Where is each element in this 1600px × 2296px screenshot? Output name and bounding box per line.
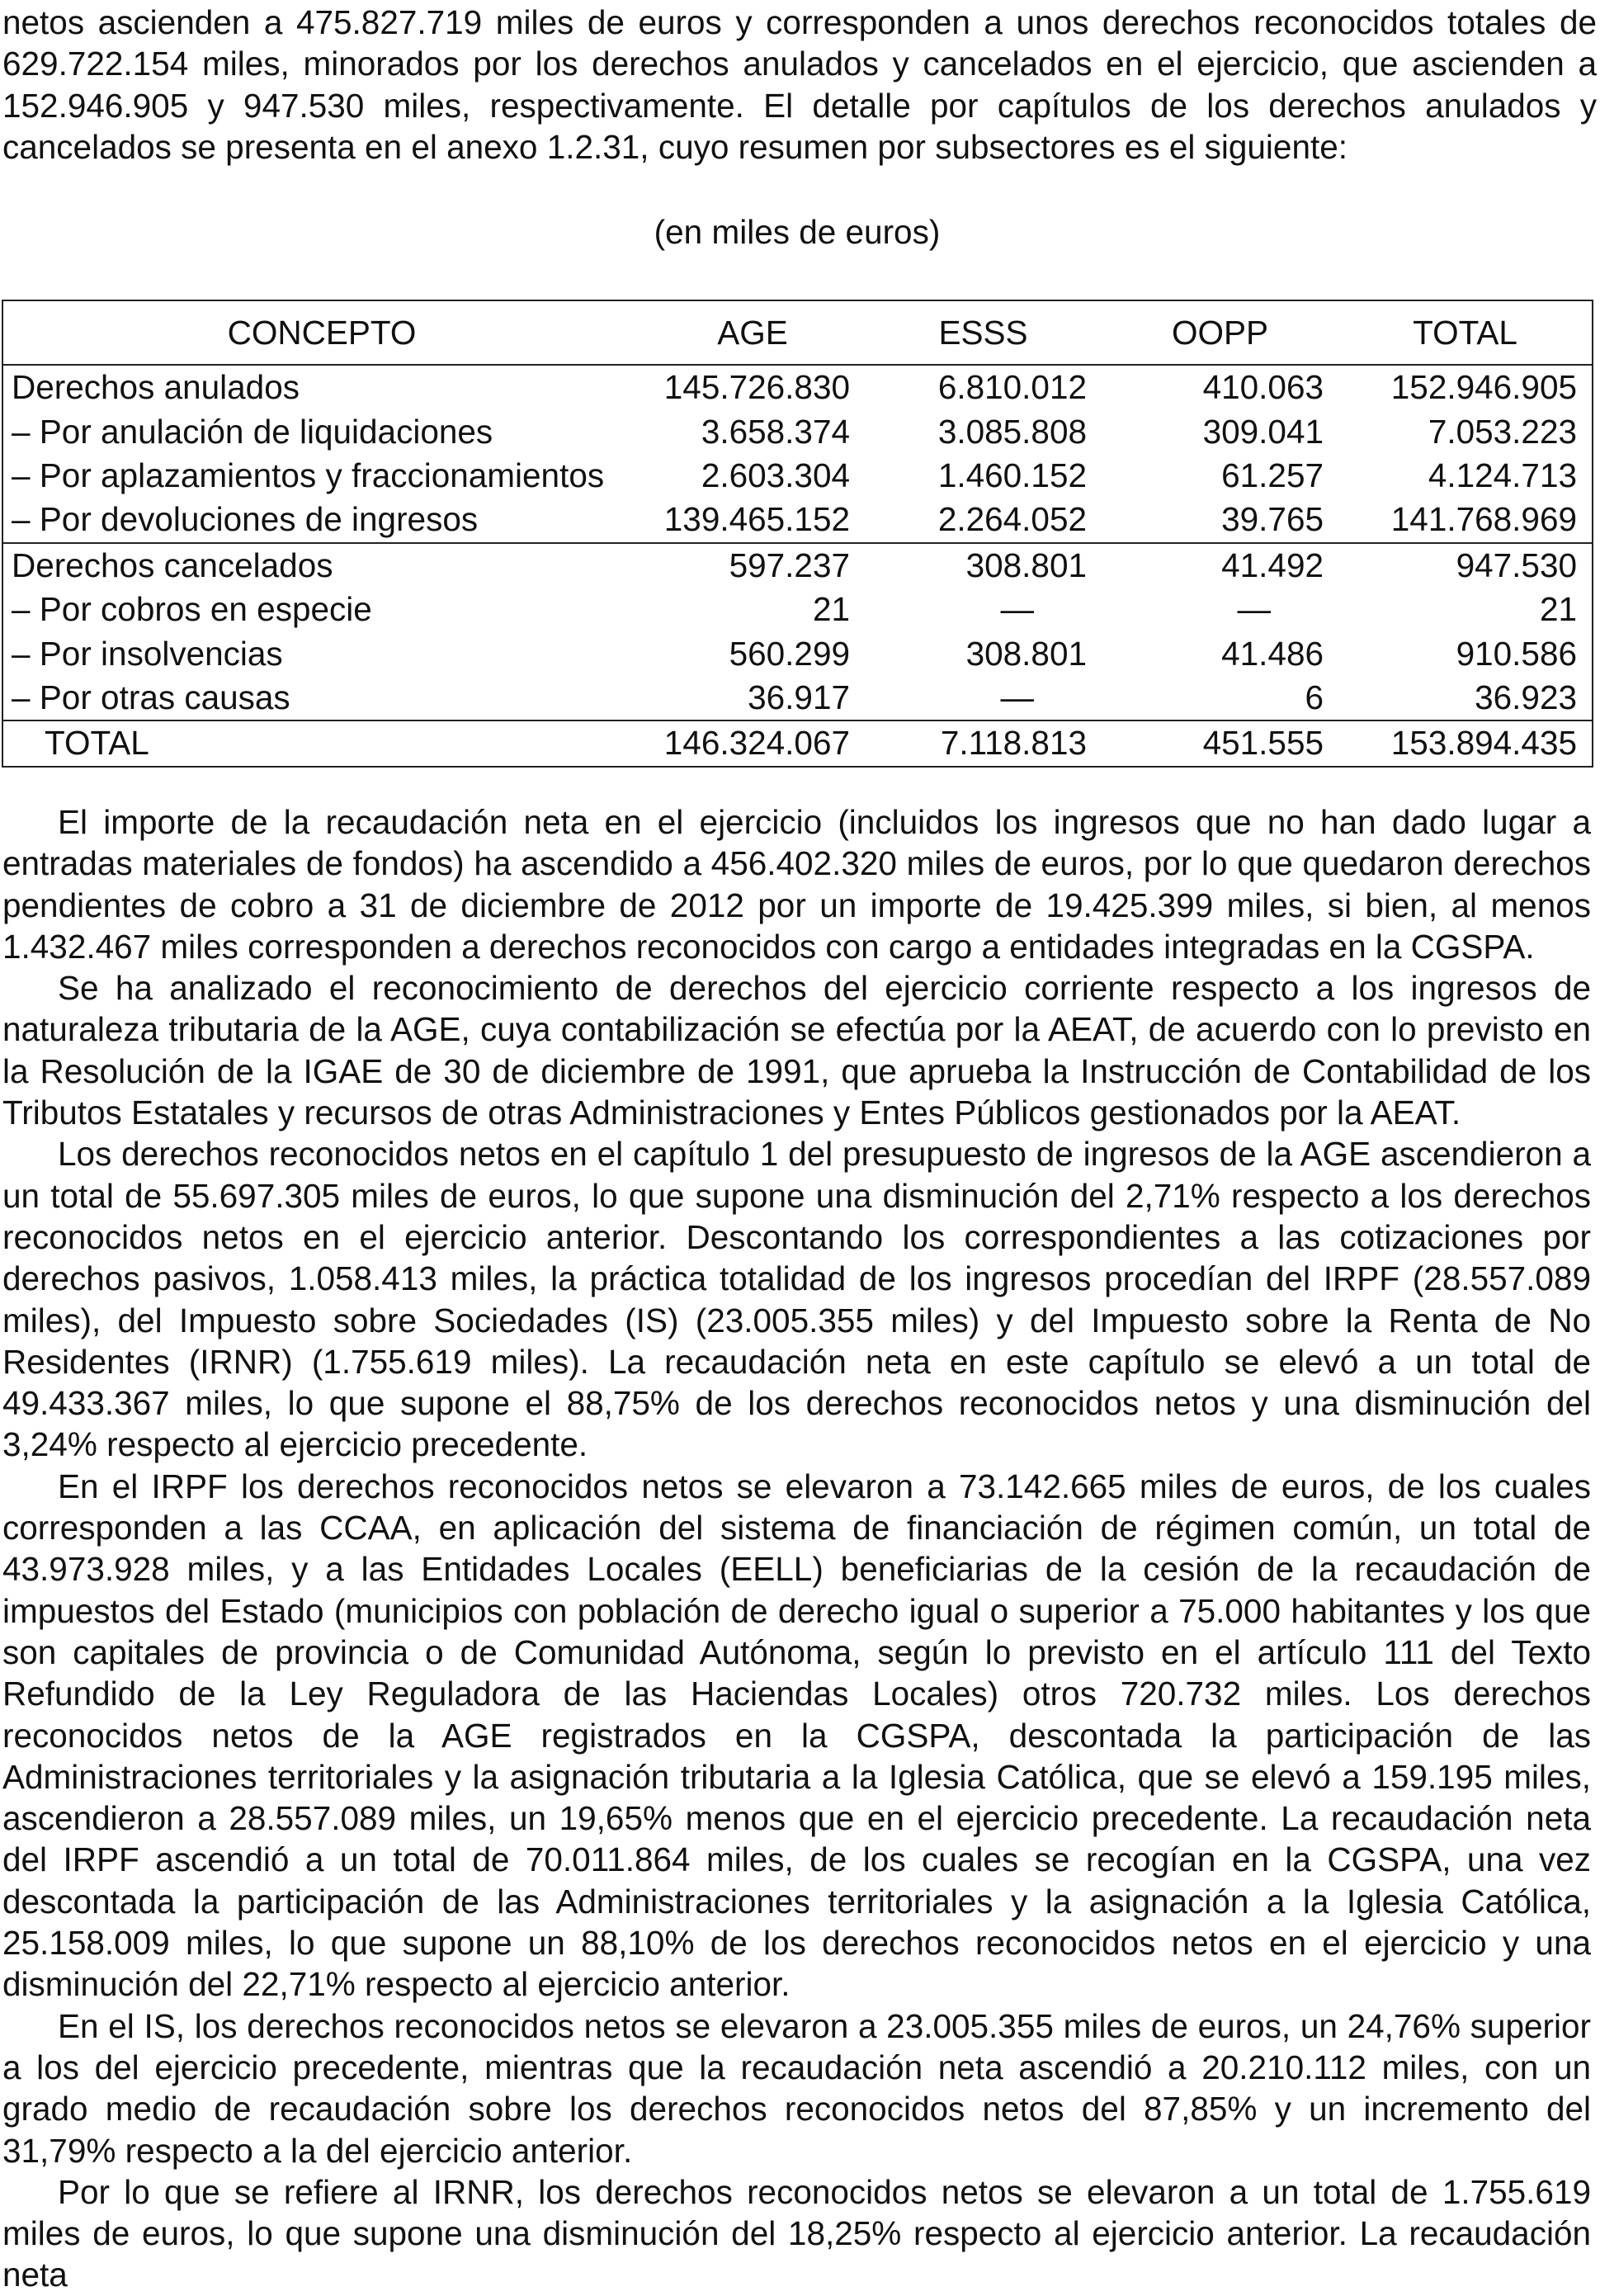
cell-age: 597.237 (640, 543, 865, 588)
cell-oopp: 61.257 (1221, 456, 1324, 494)
table-row (2, 409, 1593, 453)
cell-oopp: 309.041 (1202, 412, 1324, 451)
table-units-caption: (en miles de euros) (654, 213, 941, 251)
row-label: – Por devoluciones de ingresos (12, 500, 479, 539)
cell-total: 152.946.905 (1338, 365, 1593, 409)
cell-esss: 6.810.012 (865, 365, 1102, 409)
body-text (0, 801, 1594, 2296)
paragraph-capitulo-1: Los derechos reconocidos netos en el capítulo 1 del presupuesto de ingresos de la AGE ascendieron a un total de 55.697.305 miles de euros, lo que supone una disminución del 2,71% respecto a los derechos reconocidos netos en el ejercicio anterior. Descontando los correspondientes a las cotizaciones por derechos pasivos, 1.058.413 miles, la práctica totalidad de los ingresos procedían del IRPF (28.557.089 miles), del Impuesto sobre Sociedades (IS) (23.005.355 miles) y del Impuesto sobre la Renta de No Residentes (IRNR) (1.755.619 miles). La recaudación neta en este capítulo se elevó a un total de 49.433.367 miles, lo que supone el 88,75% de los derechos reconocidos netos y una disminución del 3,24% respecto al ejercicio precedente. (2, 1135, 1591, 1464)
cell-esss: 7.118.813 (865, 720, 1102, 766)
cell-oopp: 41.486 (1221, 634, 1324, 673)
cell-esss: 3.085.808 (937, 412, 1087, 451)
paragraph-recaudacion-neta: El importe de la recaudación neta en el ejercicio (incluidos los ingresos que no han dado lugar a entradas materiales de fondos) ha ascendido a 456.402.320 miles de euros, por lo que quedaron derechos pendientes de cobro a 31 de diciembre de 2012 por un importe de 19.425.399 miles, si bien, al menos 1.432.467 miles corresponden a derechos reconocidos con cargo a entidades integradas en la CGSPA. (2, 803, 1591, 966)
cell-total: 21 (1539, 590, 1577, 629)
cell-age: 146.324.067 (640, 720, 865, 766)
table-group-row (2, 365, 1593, 409)
table-group-row (2, 543, 1593, 588)
row-label: – Por anulación de liquidaciones (12, 412, 493, 451)
cell-total: 910.586 (1456, 634, 1577, 673)
table-body (2, 365, 1593, 767)
cell-age: 3.658.374 (701, 412, 850, 451)
cell-age: 145.726.830 (640, 365, 865, 409)
intro-paragraph: netos ascienden a 475.827.719 miles de euros y corresponden a unos derechos reconocidos totales de 629.722.154 miles, minorados por los derechos anulados y cancelados en el ejercicio, que ascienden a 152.946.905 y 947.530 miles, respectivamente. El detalle por capítulos de los derechos anulados y cancelados se presenta en el anexo 1.2.31, cuyo resumen por subsectores es el siguiente: (2, 3, 1597, 166)
header-total: TOTAL (1338, 300, 1593, 365)
cell-oopp: 6 (1305, 678, 1324, 716)
cell-oopp: 39.765 (1221, 500, 1324, 539)
table-row (2, 498, 1593, 542)
paragraph-irnr: Por lo que se refiere al IRNR, los derechos reconocidos netos se elevaron a un total de 1.755.619 miles de euros, lo que supone una disminución del 18,25% respecto al ejercicio anterior. La recaudación neta (2, 2172, 1591, 2294)
paragraph-is: En el IS, los derechos reconocidos netos se elevaron a 23.005.355 miles de euros, un 24,76% superior a los del ejercicio precedente, mientras que la recaudación neta ascendió a 20.210.112 miles, con un grado medio de recaudación sobre los derechos reconocidos netos del 87,85% y un incremento del 31,79% respecto a la del ejercicio anterior. (2, 2006, 1591, 2170)
cell-total: 153.894.435 (1338, 720, 1593, 766)
table-row (2, 588, 1593, 631)
cell-total: 36.923 (1475, 678, 1577, 716)
cell-esss: 308.801 (865, 543, 1102, 588)
cell-age: 139.465.152 (663, 500, 850, 539)
cell-total: 141.768.969 (1390, 500, 1577, 539)
cell-esss: 1.460.152 (937, 456, 1087, 494)
table-row (2, 676, 1593, 720)
cell-oopp: 41.492 (1102, 543, 1338, 588)
cell-total: 4.124.713 (1428, 456, 1577, 494)
row-label: – Por cobros en especie (12, 590, 372, 629)
cell-total: 7.053.223 (1428, 412, 1577, 451)
row-label: – Por aplazamientos y fraccionamientos (12, 456, 605, 494)
cell-esss: — (1000, 590, 1034, 629)
cell-oopp: 451.555 (1102, 720, 1338, 766)
header-esss: ESSS (865, 300, 1102, 365)
rights-summary-table (2, 300, 1593, 768)
row-label: TOTAL (2, 720, 640, 766)
table-total-row (2, 720, 1593, 766)
cell-esss: 308.801 (965, 634, 1087, 673)
paragraph-reconocimiento-derechos: Se ha analizado el reconocimiento de derechos del ejercicio corriente respecto a los ingresos de naturaleza tributaria de la AGE, cuya contabilización se efectúa por la AEAT, de acuerdo con lo previsto en la Resolución de la IGAE de 30 de diciembre de 1991, que aprueba la Instrucción de Contabilidad de los Tributos Estatales y recursos de otras Administraciones y Entes Públicos gestionados por la AEAT. (2, 969, 1591, 1132)
cell-age: 560.299 (729, 634, 850, 673)
cell-oopp: 410.063 (1102, 365, 1338, 409)
cell-total: 947.530 (1338, 543, 1593, 588)
cell-esss: 2.264.052 (937, 500, 1087, 539)
cell-esss: — (1000, 678, 1034, 716)
table-row (2, 631, 1593, 675)
row-label: Derechos cancelados (2, 543, 640, 588)
cell-age: 2.603.304 (701, 456, 850, 494)
paragraph-irpf: En el IRPF los derechos reconocidos netos se elevaron a 73.142.665 miles de euros, de los cuales corresponden a las CCAA, en aplicación del sistema de financiación de régimen común, un total de 43.973.928 miles, y a las Entidades Locales (EELL) beneficiarias de la cesión de la recaudación de impuestos del Estado (municipios con población de derecho igual o superior a 75.000 habitantes y los que son capitales de provincia o de Comunidad Autónoma, según lo previsto en el artículo 111 del Texto Refundido de la Ley Reguladora de las Haciendas Locales) otros 720.732 miles. Los derechos reconocidos netos de la AGE registrados en la CGSPA, descontada la participación de las Administraciones territoriales y la asignación tributaria a la Iglesia Católica, que se elevó a 159.195 miles, ascendieron a 28.557.089 miles, un 19,65% menos que en el ejercicio precedente. La recaudación neta del IRPF ascendió a un total de 70.011.864 miles, de los cuales se recogían en la CGSPA, una vez descontada la participación de las Administraciones territoriales y la asignación a la Iglesia Católica, 25.158.009 miles, lo que supone un 88,10% de los derechos reconocidos netos en el ejercicio y una disminución del 22,71% respecto al ejercicio anterior. (2, 1467, 1591, 2004)
header-oopp: OOPP (1102, 300, 1338, 365)
cell-age: 36.917 (748, 678, 850, 716)
row-label: – Por otras causas (12, 678, 290, 716)
cell-age: 21 (812, 590, 850, 629)
header-age: AGE (640, 300, 865, 365)
table-row (2, 454, 1593, 498)
row-label: Derechos anulados (2, 365, 640, 409)
table-header-row (2, 300, 1593, 365)
cell-oopp: — (1237, 590, 1271, 629)
row-label: – Por insolvencias (12, 634, 283, 673)
header-concepto: CONCEPTO (2, 300, 640, 365)
